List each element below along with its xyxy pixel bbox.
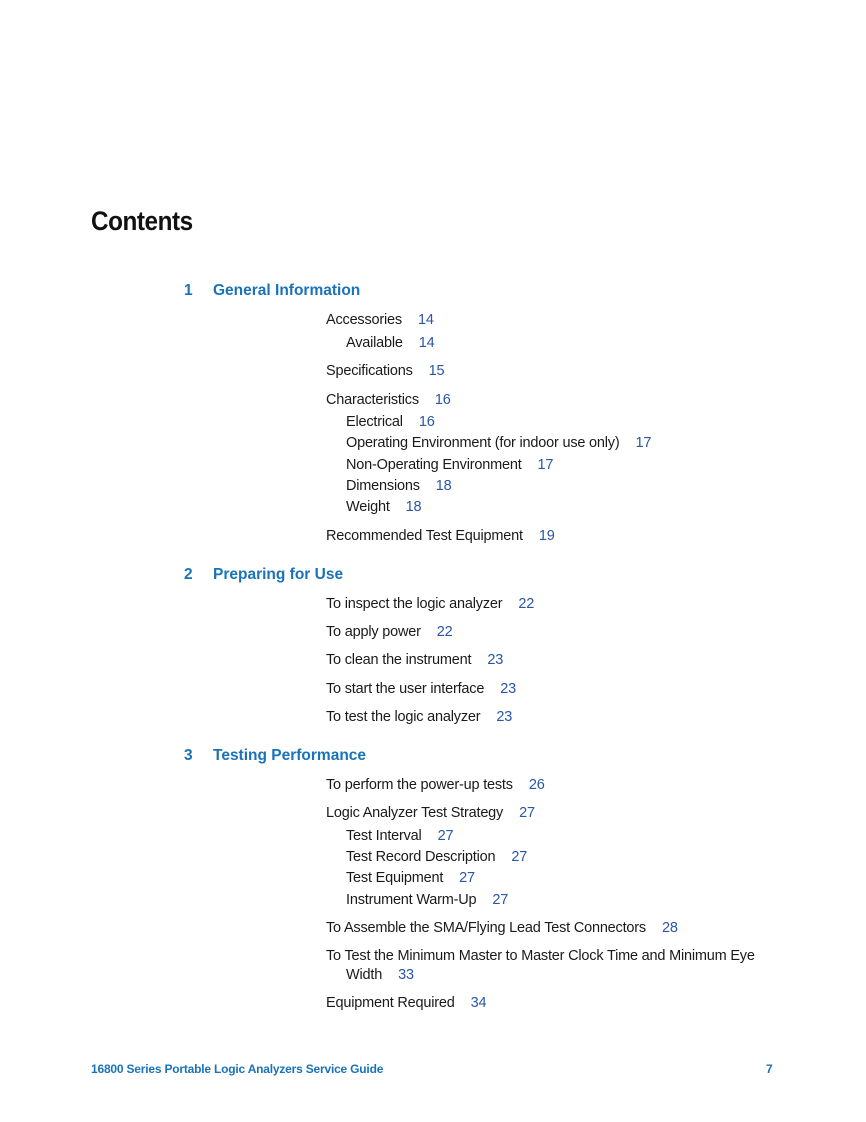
- page-number[interactable]: 28: [661, 920, 678, 936]
- entry-text: To Test the Minimum Master to Master Clock Time and Minimum Eye: [326, 948, 755, 964]
- entry-text: Weight: [346, 499, 390, 515]
- entry-text: To test the logic analyzer: [326, 709, 481, 725]
- page-number[interactable]: 27: [519, 805, 535, 821]
- page-number[interactable]: 27: [492, 892, 509, 908]
- page-number[interactable]: 16: [434, 392, 451, 408]
- toc-entry-warm-up[interactable]: [346, 892, 508, 908]
- toc-entry-inspect[interactable]: [326, 596, 534, 612]
- entry-text: Equipment Required: [326, 995, 455, 1011]
- chapter-title: General Information: [213, 282, 361, 299]
- page-number[interactable]: 27: [511, 849, 528, 865]
- toc-entry-electrical[interactable]: [346, 414, 435, 430]
- toc-entry-equipment-required[interactable]: [326, 995, 486, 1011]
- chapter-3-heading[interactable]: [184, 747, 366, 765]
- toc-entry-dimensions[interactable]: [346, 478, 451, 494]
- page-number[interactable]: 15: [428, 363, 445, 379]
- page-number[interactable]: 23: [496, 709, 513, 725]
- page-number[interactable]: 27: [437, 828, 454, 844]
- toc-entry-specifications[interactable]: [326, 363, 444, 379]
- page-number[interactable]: 17: [537, 457, 554, 473]
- entry-text: Available: [346, 335, 403, 351]
- entry-text: Test Equipment: [346, 870, 444, 886]
- page-number[interactable]: 18: [405, 499, 422, 515]
- entry-text: To apply power: [326, 624, 421, 640]
- entry-text: Accessories: [326, 312, 402, 328]
- toc-entry-characteristics[interactable]: [326, 392, 451, 408]
- page-number[interactable]: 23: [500, 681, 516, 697]
- toc-entry-apply-power[interactable]: [326, 624, 452, 640]
- page-number[interactable]: 22: [518, 596, 535, 612]
- chapter-1-heading[interactable]: [184, 282, 360, 300]
- page-number[interactable]: 26: [528, 777, 545, 793]
- entry-text: Operating Environment (for indoor use only): [346, 435, 620, 451]
- toc-entry-available[interactable]: [346, 335, 435, 351]
- page-number[interactable]: 33: [398, 967, 414, 983]
- entry-text: Logic Analyzer Test Strategy: [326, 805, 504, 821]
- chapter-number: 1: [184, 282, 193, 299]
- entry-text: Dimensions: [346, 478, 420, 494]
- entry-text: Test Record Description: [346, 849, 496, 865]
- chapter-title: Testing Performance: [213, 747, 367, 764]
- entry-text: To inspect the logic analyzer: [326, 596, 503, 612]
- toc-entry-min-master-clock[interactable]: [326, 947, 756, 985]
- page-number[interactable]: 18: [435, 478, 452, 494]
- entry-text: Recommended Test Equipment: [326, 528, 523, 544]
- page-number[interactable]: 14: [418, 335, 435, 351]
- chapter-2-heading[interactable]: [184, 566, 343, 584]
- footer-page-number: 7: [766, 1062, 773, 1076]
- toc-entry-power-up-tests[interactable]: [326, 777, 545, 793]
- chapter-number: 2: [184, 566, 193, 583]
- toc-entry-test-interval[interactable]: [346, 828, 453, 844]
- entry-text: To clean the instrument: [326, 652, 472, 668]
- page-number[interactable]: 22: [436, 624, 453, 640]
- toc-entry-accessories[interactable]: [326, 312, 434, 328]
- entry-text: Instrument Warm-Up: [346, 892, 477, 908]
- toc-entry-test-equipment[interactable]: [346, 870, 475, 886]
- toc-entry-non-operating-environment[interactable]: [346, 457, 553, 473]
- toc-entry-operating-environment[interactable]: [346, 435, 651, 451]
- toc-entry-weight[interactable]: [346, 499, 421, 515]
- entry-text: To start the user interface: [326, 681, 485, 697]
- page-number[interactable]: 34: [470, 995, 487, 1011]
- chapter-title: Preparing for Use: [213, 566, 344, 583]
- toc-entry-start-ui[interactable]: [326, 681, 516, 697]
- toc-entry-clean[interactable]: [326, 652, 503, 668]
- page-number[interactable]: 17: [635, 435, 652, 451]
- entry-text: Test Interval: [346, 828, 422, 844]
- toc-entry-recommended-test-equipment[interactable]: [326, 528, 555, 544]
- page-number[interactable]: 23: [487, 652, 504, 668]
- entry-text-cont: Width: [346, 967, 383, 983]
- entry-text: To Assemble the SMA/Flying Lead Test Connectors: [326, 920, 646, 936]
- page-number[interactable]: 27: [459, 870, 475, 886]
- page-title: Contents: [91, 206, 193, 236]
- entry-text: Electrical: [346, 414, 403, 430]
- toc-entry-test-strategy[interactable]: [326, 805, 535, 821]
- entry-text: Characteristics: [326, 392, 419, 408]
- toc-entry-test-record[interactable]: [346, 849, 527, 865]
- footer-title: 16800 Series Portable Logic Analyzers Service Guide: [91, 1062, 384, 1076]
- entry-text: Specifications: [326, 363, 413, 379]
- page-number[interactable]: 16: [418, 414, 435, 430]
- toc-entry-test-logic-analyzer[interactable]: [326, 709, 512, 725]
- page-number[interactable]: 19: [538, 528, 555, 544]
- chapter-number: 3: [184, 747, 193, 764]
- entry-text: To perform the power-up tests: [326, 777, 513, 793]
- entry-text-continued: [326, 966, 756, 985]
- entry-text: Non-Operating Environment: [346, 457, 522, 473]
- toc-entry-sma-connectors[interactable]: [326, 920, 678, 936]
- page-number[interactable]: 14: [417, 312, 434, 328]
